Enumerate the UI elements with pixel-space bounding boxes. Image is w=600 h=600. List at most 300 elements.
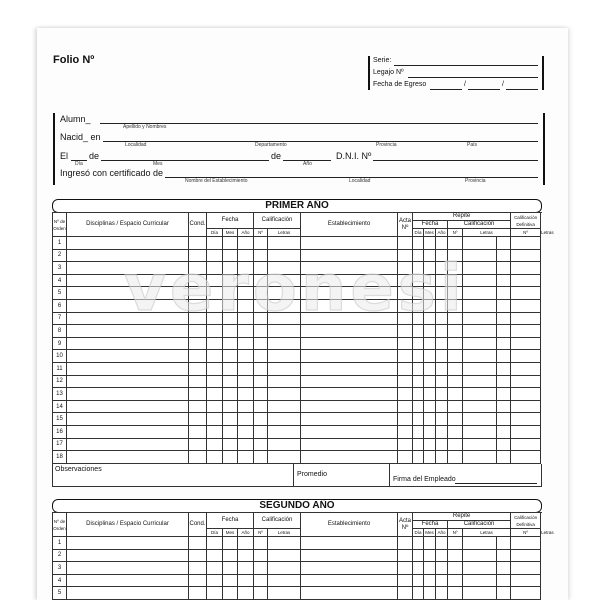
table-cell[interactable]	[497, 549, 511, 562]
table-cell[interactable]	[268, 337, 301, 350]
table-cell[interactable]	[268, 325, 301, 338]
legajo-line[interactable]	[408, 77, 538, 78]
table-cell[interactable]	[189, 249, 207, 262]
table-cell[interactable]	[223, 413, 238, 426]
table-cell[interactable]	[511, 537, 541, 550]
table-cell[interactable]	[436, 299, 448, 312]
table-cell[interactable]	[497, 587, 511, 600]
table-cell[interactable]	[207, 362, 223, 375]
firma-line[interactable]	[455, 483, 537, 484]
table-cell[interactable]	[189, 237, 207, 250]
table-cell[interactable]	[301, 312, 398, 325]
table-cell[interactable]	[497, 400, 511, 413]
table-cell[interactable]	[398, 325, 413, 338]
table-cell[interactable]	[189, 299, 207, 312]
table-cell[interactable]	[207, 337, 223, 350]
table-cell[interactable]	[189, 262, 207, 275]
table-cell[interactable]	[436, 400, 448, 413]
table-cell[interactable]	[254, 400, 268, 413]
table-cell[interactable]	[254, 350, 268, 363]
table-cell[interactable]	[223, 299, 238, 312]
table-cell[interactable]	[189, 425, 207, 438]
table-cell[interactable]	[301, 451, 398, 464]
table-cell[interactable]	[436, 562, 448, 575]
table-cell[interactable]	[511, 274, 541, 287]
table-cell[interactable]	[301, 262, 398, 275]
table-cell[interactable]	[436, 549, 448, 562]
table-cell[interactable]	[67, 549, 189, 562]
table-cell[interactable]	[497, 237, 511, 250]
table-cell[interactable]	[254, 388, 268, 401]
table-cell[interactable]	[511, 451, 541, 464]
table-cell[interactable]	[268, 451, 301, 464]
table-cell[interactable]	[189, 574, 207, 587]
table-cell[interactable]	[511, 413, 541, 426]
table-cell[interactable]	[398, 249, 413, 262]
table-cell[interactable]	[189, 337, 207, 350]
table-cell[interactable]	[497, 299, 511, 312]
table-cell[interactable]	[424, 287, 436, 300]
table-cell[interactable]	[67, 574, 189, 587]
table-cell[interactable]	[398, 587, 413, 600]
table-cell[interactable]	[207, 413, 223, 426]
table-cell[interactable]	[223, 451, 238, 464]
table-cell[interactable]	[448, 400, 463, 413]
table-cell[interactable]	[424, 375, 436, 388]
table-cell[interactable]	[511, 262, 541, 275]
table-cell[interactable]	[189, 375, 207, 388]
table-cell[interactable]	[189, 325, 207, 338]
table-cell[interactable]	[67, 274, 189, 287]
table-cell[interactable]	[189, 438, 207, 451]
table-cell[interactable]	[268, 549, 301, 562]
table-cell[interactable]	[497, 537, 511, 550]
table-cell[interactable]	[189, 587, 207, 600]
table-cell[interactable]	[511, 587, 541, 600]
table-cell[interactable]	[268, 274, 301, 287]
table-cell[interactable]	[301, 299, 398, 312]
table-cell[interactable]	[497, 562, 511, 575]
table-cell[interactable]	[301, 375, 398, 388]
table-cell[interactable]	[413, 425, 424, 438]
table-cell[interactable]	[238, 287, 254, 300]
table-cell[interactable]	[254, 549, 268, 562]
table-cell[interactable]	[511, 312, 541, 325]
table-cell[interactable]	[448, 350, 463, 363]
table-cell[interactable]	[268, 299, 301, 312]
table-cell[interactable]	[424, 274, 436, 287]
table-cell[interactable]	[413, 350, 424, 363]
table-cell[interactable]	[67, 438, 189, 451]
table-cell[interactable]	[497, 375, 511, 388]
table-cell[interactable]	[497, 362, 511, 375]
table-cell[interactable]	[448, 438, 463, 451]
table-cell[interactable]	[424, 325, 436, 338]
table-cell[interactable]	[511, 549, 541, 562]
table-cell[interactable]	[301, 438, 398, 451]
table-cell[interactable]	[67, 237, 189, 250]
table-cell[interactable]	[67, 312, 189, 325]
table-cell[interactable]	[67, 325, 189, 338]
table-cell[interactable]	[413, 549, 424, 562]
table-cell[interactable]	[238, 451, 254, 464]
table-cell[interactable]	[238, 375, 254, 388]
table-cell[interactable]	[238, 262, 254, 275]
table-cell[interactable]	[67, 451, 189, 464]
table-cell[interactable]	[268, 249, 301, 262]
table-cell[interactable]	[398, 413, 413, 426]
table-cell[interactable]	[207, 249, 223, 262]
table-cell[interactable]	[398, 299, 413, 312]
table-cell[interactable]	[254, 262, 268, 275]
table-cell[interactable]	[67, 262, 189, 275]
table-cell[interactable]	[463, 274, 497, 287]
table-cell[interactable]	[448, 249, 463, 262]
table-cell[interactable]	[463, 562, 497, 575]
table-cell[interactable]	[424, 413, 436, 426]
table-cell[interactable]	[67, 400, 189, 413]
table-cell[interactable]	[511, 350, 541, 363]
table-cell[interactable]	[268, 400, 301, 413]
table-cell[interactable]	[463, 287, 497, 300]
table-cell[interactable]	[254, 299, 268, 312]
table-cell[interactable]	[398, 375, 413, 388]
table-cell[interactable]	[223, 350, 238, 363]
table-cell[interactable]	[413, 299, 424, 312]
table-cell[interactable]	[424, 350, 436, 363]
table-cell[interactable]	[254, 537, 268, 550]
table-cell[interactable]	[238, 537, 254, 550]
table-cell[interactable]	[448, 312, 463, 325]
table-cell[interactable]	[207, 325, 223, 338]
table-cell[interactable]	[223, 262, 238, 275]
table-cell[interactable]	[398, 362, 413, 375]
table-cell[interactable]	[436, 413, 448, 426]
table-cell[interactable]	[207, 388, 223, 401]
table-cell[interactable]	[436, 362, 448, 375]
table-cell[interactable]	[398, 438, 413, 451]
table-cell[interactable]	[413, 451, 424, 464]
table-cell[interactable]	[463, 262, 497, 275]
table-cell[interactable]	[424, 400, 436, 413]
table-cell[interactable]	[67, 350, 189, 363]
promedio-box[interactable]	[293, 464, 390, 486]
table-cell[interactable]	[413, 262, 424, 275]
table-cell[interactable]	[67, 337, 189, 350]
table-cell[interactable]	[398, 425, 413, 438]
table-cell[interactable]	[268, 413, 301, 426]
table-cell[interactable]	[254, 337, 268, 350]
table-cell[interactable]	[413, 325, 424, 338]
table-cell[interactable]	[268, 587, 301, 600]
table-cell[interactable]	[189, 287, 207, 300]
table-cell[interactable]	[268, 262, 301, 275]
table-cell[interactable]	[223, 587, 238, 600]
table-cell[interactable]	[398, 337, 413, 350]
table-cell[interactable]	[448, 325, 463, 338]
table-cell[interactable]	[189, 312, 207, 325]
table-cell[interactable]	[189, 549, 207, 562]
table-cell[interactable]	[413, 574, 424, 587]
table-cell[interactable]	[413, 562, 424, 575]
table-cell[interactable]	[207, 425, 223, 438]
table-cell[interactable]	[223, 337, 238, 350]
table-cell[interactable]	[413, 249, 424, 262]
table-cell[interactable]	[301, 574, 398, 587]
table-cell[interactable]	[67, 537, 189, 550]
table-cell[interactable]	[497, 249, 511, 262]
table-cell[interactable]	[301, 237, 398, 250]
table-cell[interactable]	[511, 325, 541, 338]
table-cell[interactable]	[424, 237, 436, 250]
table-cell[interactable]	[67, 587, 189, 600]
table-cell[interactable]	[398, 451, 413, 464]
table-cell[interactable]	[398, 574, 413, 587]
table-cell[interactable]	[511, 249, 541, 262]
table-cell[interactable]	[511, 362, 541, 375]
table-cell[interactable]	[497, 287, 511, 300]
table-cell[interactable]	[268, 388, 301, 401]
table-cell[interactable]	[511, 438, 541, 451]
table-cell[interactable]	[207, 438, 223, 451]
table-cell[interactable]	[67, 362, 189, 375]
table-cell[interactable]	[207, 350, 223, 363]
table-cell[interactable]	[254, 438, 268, 451]
table-cell[interactable]	[424, 574, 436, 587]
table-cell[interactable]	[463, 375, 497, 388]
table-cell[interactable]	[448, 574, 463, 587]
table-cell[interactable]	[189, 362, 207, 375]
table-cell[interactable]	[448, 362, 463, 375]
table-cell[interactable]	[424, 312, 436, 325]
table-cell[interactable]	[238, 237, 254, 250]
table-cell[interactable]	[511, 287, 541, 300]
table-cell[interactable]	[254, 574, 268, 587]
table-cell[interactable]	[398, 350, 413, 363]
table-cell[interactable]	[436, 451, 448, 464]
table-cell[interactable]	[254, 312, 268, 325]
table-cell[interactable]	[436, 262, 448, 275]
table-cell[interactable]	[448, 337, 463, 350]
table-cell[interactable]	[207, 237, 223, 250]
table-cell[interactable]	[238, 438, 254, 451]
table-cell[interactable]	[424, 249, 436, 262]
table-cell[interactable]	[463, 425, 497, 438]
table-cell[interactable]	[207, 451, 223, 464]
serie-line[interactable]	[394, 65, 538, 66]
table-cell[interactable]	[268, 562, 301, 575]
table-cell[interactable]	[511, 574, 541, 587]
table-cell[interactable]	[463, 438, 497, 451]
table-cell[interactable]	[436, 438, 448, 451]
table-cell[interactable]	[413, 312, 424, 325]
table-cell[interactable]	[207, 562, 223, 575]
table-cell[interactable]	[223, 287, 238, 300]
table-cell[interactable]	[463, 413, 497, 426]
table-cell[interactable]	[207, 574, 223, 587]
table-cell[interactable]	[301, 362, 398, 375]
table-cell[interactable]	[424, 451, 436, 464]
table-cell[interactable]	[238, 249, 254, 262]
table-cell[interactable]	[413, 587, 424, 600]
table-cell[interactable]	[448, 425, 463, 438]
table-cell[interactable]	[223, 549, 238, 562]
table-cell[interactable]	[223, 249, 238, 262]
table-cell[interactable]	[463, 400, 497, 413]
table-cell[interactable]	[448, 237, 463, 250]
table-cell[interactable]	[436, 337, 448, 350]
table-cell[interactable]	[436, 287, 448, 300]
egreso-mes-line[interactable]	[468, 89, 500, 90]
table-cell[interactable]	[463, 350, 497, 363]
table-cell[interactable]	[238, 299, 254, 312]
nac-mes-line[interactable]	[101, 160, 269, 161]
table-cell[interactable]	[497, 413, 511, 426]
table-cell[interactable]	[301, 249, 398, 262]
table-cell[interactable]	[268, 574, 301, 587]
table-cell[interactable]	[254, 325, 268, 338]
table-cell[interactable]	[254, 375, 268, 388]
table-cell[interactable]	[189, 350, 207, 363]
table-cell[interactable]	[223, 325, 238, 338]
table-cell[interactable]	[463, 574, 497, 587]
table-cell[interactable]	[67, 388, 189, 401]
table-cell[interactable]	[463, 388, 497, 401]
table-cell[interactable]	[448, 587, 463, 600]
table-cell[interactable]	[223, 425, 238, 438]
table-cell[interactable]	[189, 274, 207, 287]
table-cell[interactable]	[189, 537, 207, 550]
table-cell[interactable]	[424, 299, 436, 312]
table-cell[interactable]	[448, 299, 463, 312]
table-cell[interactable]	[424, 537, 436, 550]
table-cell[interactable]	[189, 451, 207, 464]
table-cell[interactable]	[413, 337, 424, 350]
table-cell[interactable]	[301, 400, 398, 413]
table-cell[interactable]	[238, 549, 254, 562]
table-cell[interactable]	[268, 537, 301, 550]
table-cell[interactable]	[497, 312, 511, 325]
table-cell[interactable]	[238, 562, 254, 575]
table-cell[interactable]	[436, 350, 448, 363]
table-cell[interactable]	[301, 587, 398, 600]
table-cell[interactable]	[67, 413, 189, 426]
table-cell[interactable]	[424, 362, 436, 375]
table-cell[interactable]	[238, 587, 254, 600]
table-cell[interactable]	[223, 362, 238, 375]
table-cell[interactable]	[413, 388, 424, 401]
table-cell[interactable]	[413, 413, 424, 426]
table-cell[interactable]	[413, 287, 424, 300]
egreso-dia-line[interactable]	[430, 89, 462, 90]
table-cell[interactable]	[207, 262, 223, 275]
table-cell[interactable]	[238, 413, 254, 426]
table-cell[interactable]	[189, 400, 207, 413]
table-cell[interactable]	[424, 425, 436, 438]
egreso-anio-line[interactable]	[506, 89, 538, 90]
table-cell[interactable]	[448, 413, 463, 426]
table-cell[interactable]	[67, 425, 189, 438]
table-cell[interactable]	[238, 425, 254, 438]
table-cell[interactable]	[497, 574, 511, 587]
table-cell[interactable]	[67, 562, 189, 575]
table-cell[interactable]	[268, 425, 301, 438]
table-cell[interactable]	[254, 362, 268, 375]
table-cell[interactable]	[436, 325, 448, 338]
table-cell[interactable]	[254, 562, 268, 575]
table-cell[interactable]	[67, 249, 189, 262]
table-cell[interactable]	[254, 274, 268, 287]
table-cell[interactable]	[207, 287, 223, 300]
table-cell[interactable]	[268, 287, 301, 300]
table-cell[interactable]	[463, 362, 497, 375]
table-cell[interactable]	[424, 562, 436, 575]
table-cell[interactable]	[511, 299, 541, 312]
table-cell[interactable]	[448, 562, 463, 575]
table-cell[interactable]	[301, 337, 398, 350]
table-cell[interactable]	[497, 438, 511, 451]
table-cell[interactable]	[398, 237, 413, 250]
table-cell[interactable]	[497, 325, 511, 338]
table-cell[interactable]	[463, 587, 497, 600]
table-cell[interactable]	[413, 237, 424, 250]
table-cell[interactable]	[67, 287, 189, 300]
table-cell[interactable]	[436, 574, 448, 587]
dni-line[interactable]	[373, 160, 538, 161]
table-cell[interactable]	[448, 537, 463, 550]
table-cell[interactable]	[497, 262, 511, 275]
table-cell[interactable]	[424, 549, 436, 562]
table-cell[interactable]	[238, 388, 254, 401]
table-cell[interactable]	[424, 388, 436, 401]
table-cell[interactable]	[436, 587, 448, 600]
table-cell[interactable]	[207, 549, 223, 562]
table-cell[interactable]	[67, 375, 189, 388]
table-cell[interactable]	[254, 451, 268, 464]
table-cell[interactable]	[254, 425, 268, 438]
table-cell[interactable]	[238, 337, 254, 350]
table-cell[interactable]	[301, 287, 398, 300]
table-cell[interactable]	[448, 451, 463, 464]
table-cell[interactable]	[424, 438, 436, 451]
table-cell[interactable]	[497, 388, 511, 401]
table-cell[interactable]	[436, 249, 448, 262]
table-cell[interactable]	[223, 562, 238, 575]
table-cell[interactable]	[398, 388, 413, 401]
table-cell[interactable]	[511, 337, 541, 350]
table-cell[interactable]	[254, 287, 268, 300]
table-cell[interactable]	[424, 587, 436, 600]
table-cell[interactable]	[424, 337, 436, 350]
table-cell[interactable]	[223, 388, 238, 401]
table-cell[interactable]	[436, 425, 448, 438]
table-cell[interactable]	[497, 451, 511, 464]
table-cell[interactable]	[413, 400, 424, 413]
table-cell[interactable]	[268, 350, 301, 363]
table-cell[interactable]	[301, 562, 398, 575]
table-cell[interactable]	[223, 574, 238, 587]
table-cell[interactable]	[301, 350, 398, 363]
table-cell[interactable]	[463, 312, 497, 325]
table-cell[interactable]	[413, 375, 424, 388]
table-cell[interactable]	[238, 350, 254, 363]
table-cell[interactable]	[223, 400, 238, 413]
table-cell[interactable]	[301, 388, 398, 401]
table-cell[interactable]	[238, 362, 254, 375]
table-cell[interactable]	[207, 274, 223, 287]
table-cell[interactable]	[463, 325, 497, 338]
table-cell[interactable]	[223, 312, 238, 325]
